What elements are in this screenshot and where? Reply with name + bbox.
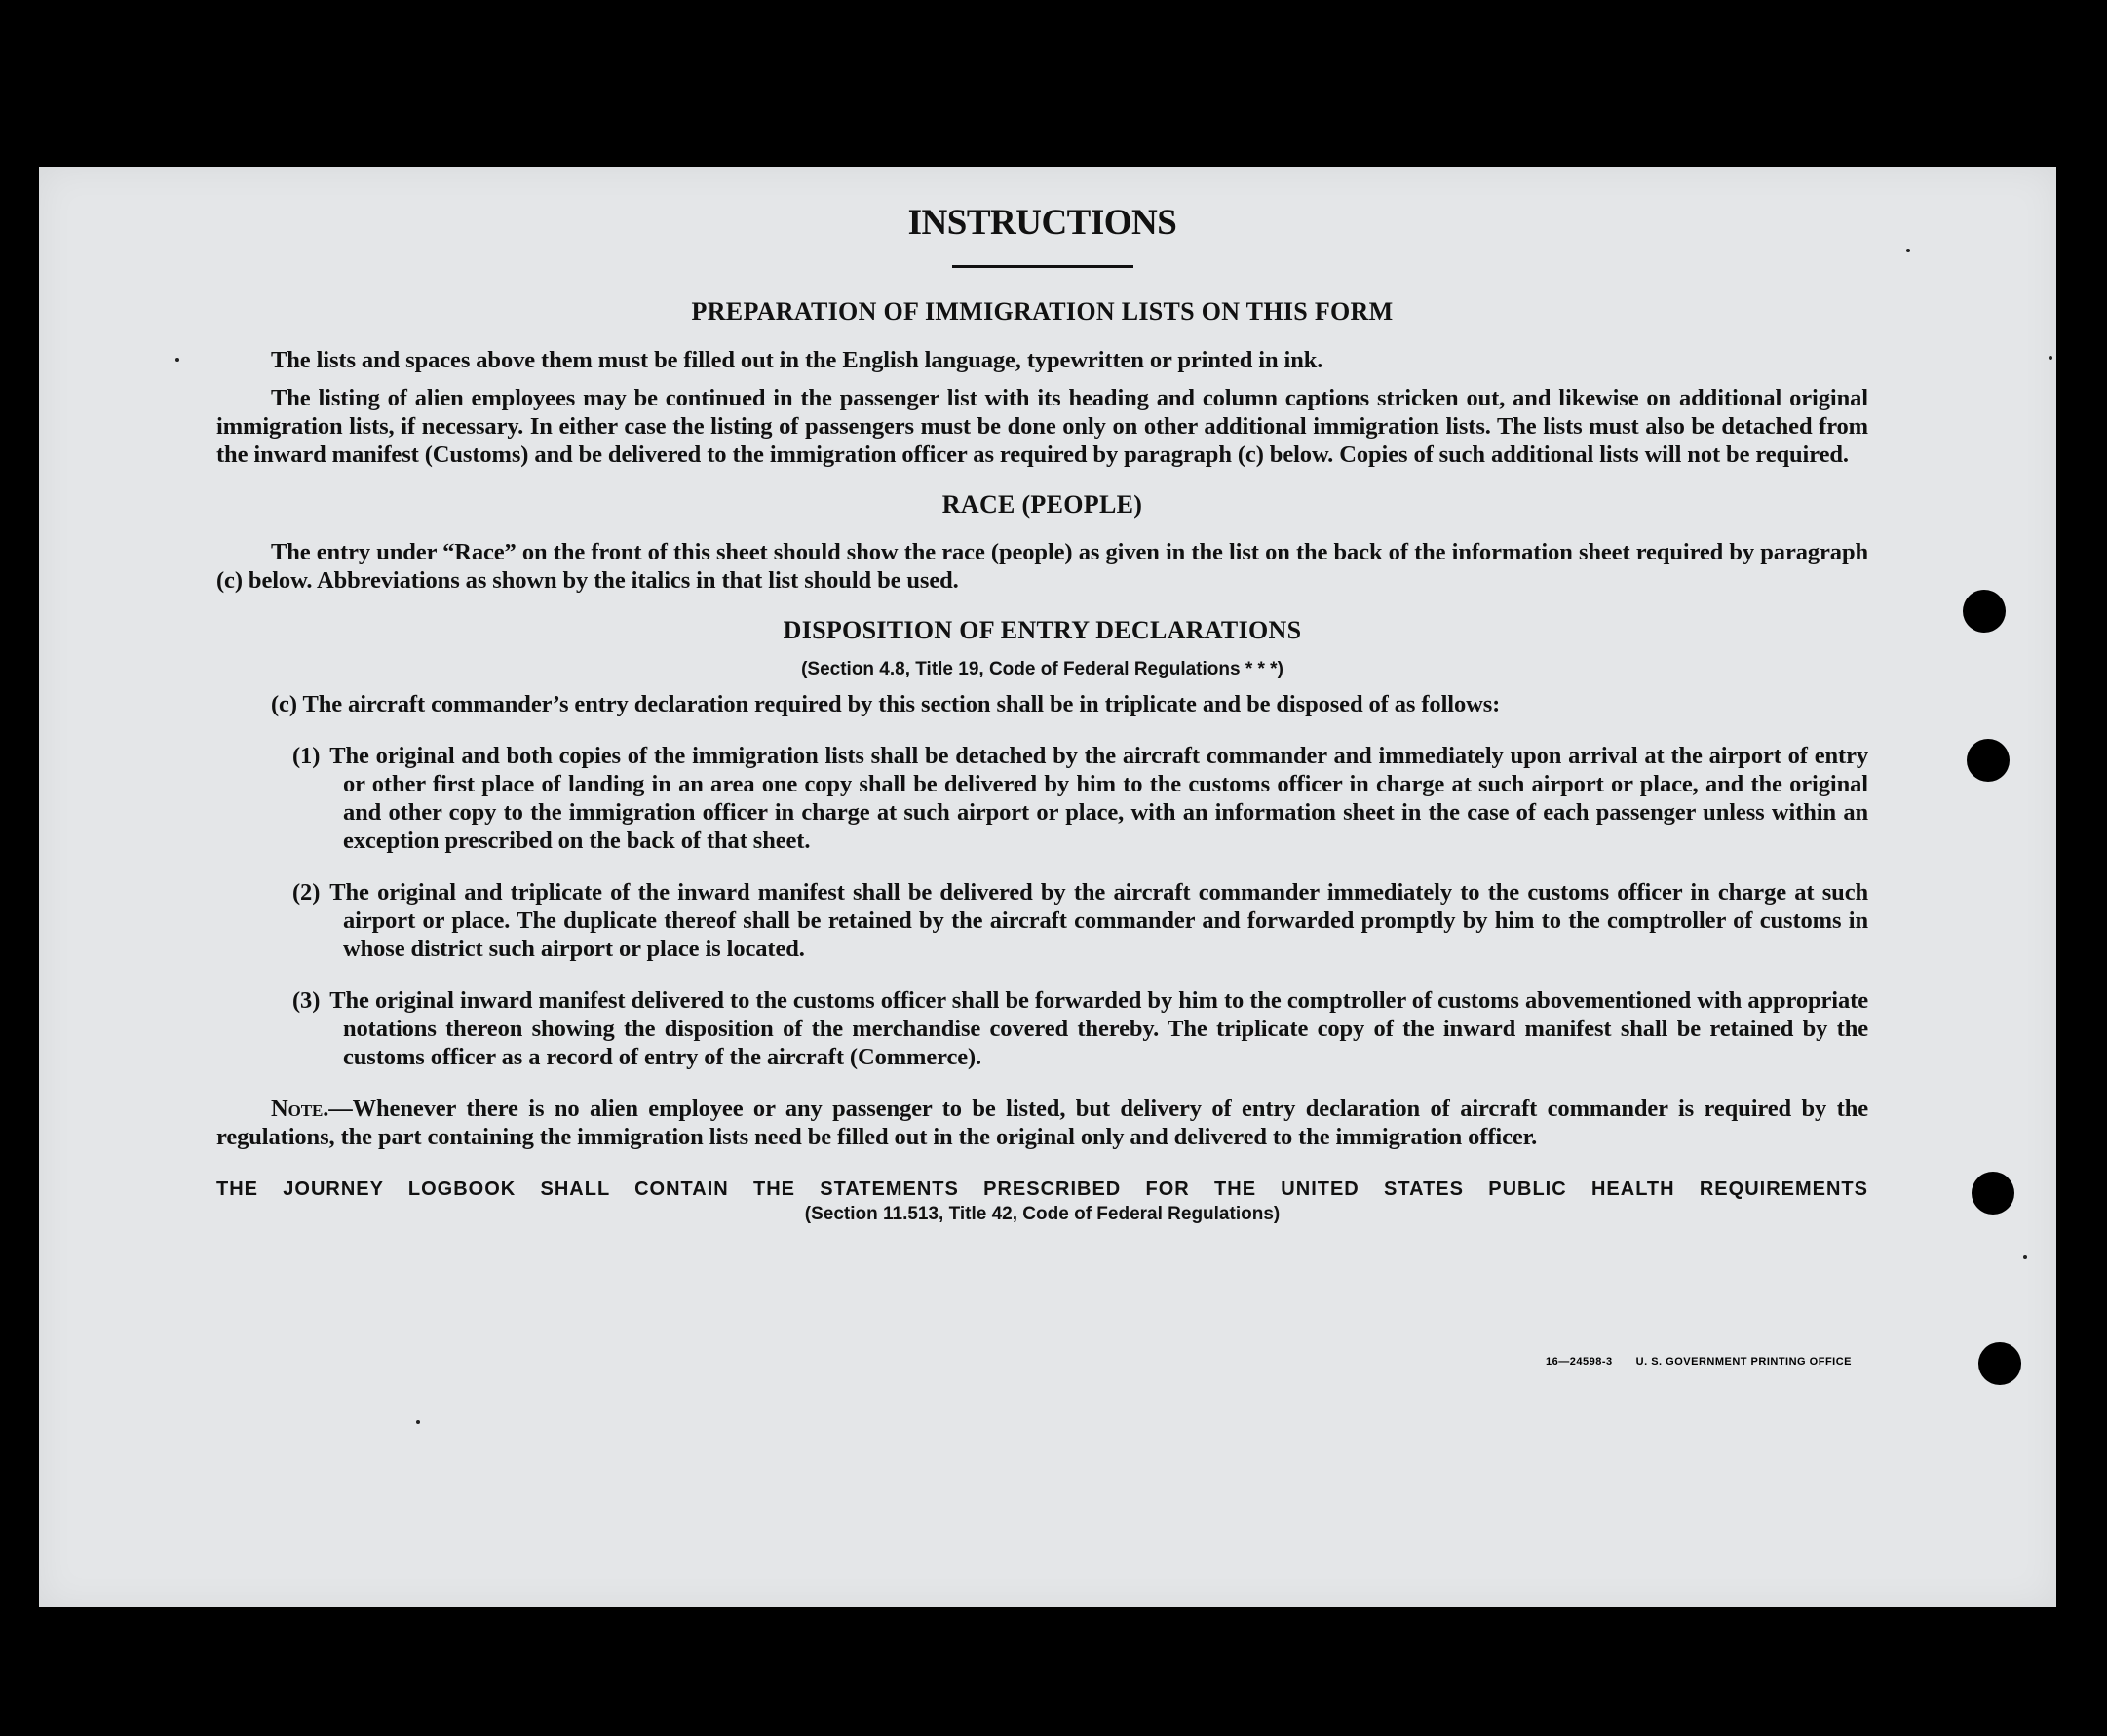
note-paragraph (216, 1095, 1868, 1151)
paragraph-race: The entry under “Race” on the front of this sheet should show the race (people) as given in the list on the back of the information sheet required by paragraph (c) below. Abbreviations as shown by the italics in that list should be used. (216, 539, 1868, 595)
list-item (292, 878, 1868, 963)
dust-speck (175, 358, 179, 362)
printer-name: U. S. GOVERNMENT PRINTING OFFICE (1635, 1356, 1852, 1368)
section-heading-disposition: DISPOSITION OF ENTRY DECLARATIONS (783, 616, 1302, 645)
item-text: The original inward manifest delivered to the customs officer shall be forwarded by him to the comptroller of customs abovementioned with appropriate notations thereon showing the disposition of the merchandise covered thereby. The triplicate copy of the inward manifest shall be retained by the customs officer as a record of entry of the aircraft (Commerce). (329, 987, 1868, 1071)
dust-speck (416, 1420, 420, 1424)
punch-hole (1978, 1342, 2021, 1385)
punch-hole (1967, 739, 2010, 782)
list-item (292, 742, 1868, 855)
printer-imprint (1522, 1356, 1852, 1368)
section-heading-race: RACE (PEOPLE) (941, 489, 1143, 519)
section-citation: (Section 4.8, Title 19, Code of Federal Regulations * * *) (801, 659, 1283, 680)
dust-speck (1906, 249, 1910, 252)
note-label: Note. (271, 1096, 329, 1123)
paragraph-entry-declaration-intro: (c) The aircraft commander’s entry declaration required by this section shall be in triplicate and be disposed of as follows: (271, 691, 1501, 718)
item-number: (3) (292, 987, 321, 1015)
punch-hole (1972, 1172, 2014, 1215)
item-number: (2) (292, 879, 321, 907)
paragraph-language: The lists and spaces above them must be filled out in the English language, typewritten or printed in ink. (271, 346, 1323, 373)
title-underline (952, 265, 1133, 268)
health-requirements-statement: THE JOURNEY LOGBOOK SHALL CONTAIN THE STATEMENTS PRESCRIBED FOR THE UNITED STATES PUBLIC HEALTH REQUIREMENTS (216, 1178, 1868, 1201)
document-sheet (39, 167, 2056, 1607)
list-item (292, 986, 1868, 1071)
dust-speck (2049, 356, 2052, 360)
note-text: —Whenever there is no alien employee or any passenger to be listed, but delivery of entry declaration of aircraft commander is required by the regulations, the part containing the immigration lists need be filled out in the original only and delivered to the immigration officer. (216, 1096, 1868, 1151)
item-text: The original and both copies of the immigration lists shall be detached by the aircraft commander and immediately upon arrival at the airport of entry or other first place of landing in an area one copy shall be delivered by him to the customs officer in charge at such airport or place, and the original and other copy to the immigration officer in charge at such airport or place, with an information sheet in the case of each passenger unless within an exception prescribed on the back of that sheet. (329, 743, 1868, 855)
instructions-content (216, 204, 1868, 1225)
punch-hole (1963, 590, 2006, 633)
item-text: The original and triplicate of the inward manifest shall be delivered by the aircraft commander immediately to the customs officer in charge at such airport or place. The duplicate thereof shall be retained by the aircraft commander and forwarded promptly by him to the comptroller of customs in whose district such airport or place is located. (329, 879, 1868, 963)
paragraph-alien-employees: The listing of alien employees may be continued in the passenger list with its heading and column captions stricken out, and likewise on additional original immigration lists, if necessary. In either case the listing of passengers must be done only on other additional immigration lists. The lists must also be detached from the inward manifest (Customs) and be delivered to the immigration officer as required by paragraph (c) below. Copies of such additional lists will not be required. (216, 384, 1868, 468)
page-title: INSTRUCTIONS (907, 203, 1177, 243)
item-number: (1) (292, 743, 321, 770)
dust-speck (2023, 1255, 2027, 1259)
section-heading-preparation: PREPARATION OF IMMIGRATION LISTS ON THIS FORM (691, 296, 1394, 326)
form-number: 16—24598-3 (1546, 1356, 1613, 1368)
health-requirements-citation: (Section 11.513, Title 42, Code of Federal Regulations) (804, 1204, 1281, 1225)
